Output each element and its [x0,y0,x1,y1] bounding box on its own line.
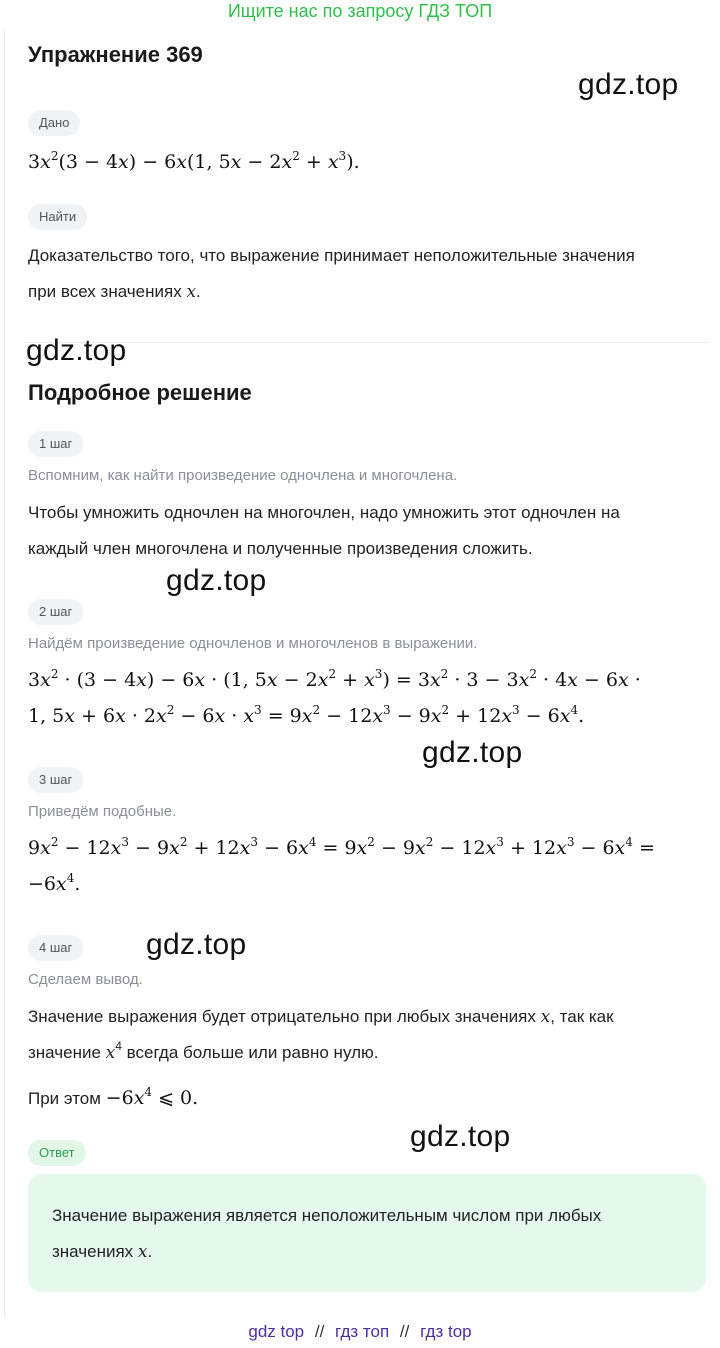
section-divider [24,342,710,343]
given-expression: $3x^2(3 - 4x) - 6x(1$, $5x - 2x^2 + x^3$). [28,149,360,173]
step1-text-line2: каждый член многочлена и полученные произведения сложить. [28,539,533,558]
exercise-title: Упражнение 369 [28,42,203,67]
step4-text-part: всегда больше или равно нулю. [126,1043,379,1062]
find-text-line2: при всех значениях x. [28,282,201,302]
given-tag: Дано [28,110,80,136]
watermark: gdz.top [422,736,523,769]
step4-hint: Сделаем вывод. [28,971,143,988]
answer-text-line2: значениях x. [52,1242,153,1262]
step3-expression-line1: $9x^2 - 12x^3 - 9x^2 + 12x^3 - 6x^4 = 9x^2 - 9x^2 - 12x^3 + 12x^3 - 6x^4$ = [28,835,655,859]
step4-text-part: значение [28,1043,101,1062]
step3-hint: Приведём подобные. [28,803,177,820]
var-x: x [540,1007,551,1027]
footer-link-gdz-top-ru[interactable]: гдз топ [335,1322,390,1341]
step2-hint: Найдём произведение одночленов и многочленов в выражении. [28,635,478,652]
watermark: gdz.top [146,928,247,961]
step1-text-line1: Чтобы умножить одночлен на многочлен, надо умножить этот одночлен на [28,503,620,522]
watermark: gdz.top [578,68,679,101]
step4-tag: 4 шаг [28,935,83,961]
step1-tag: 1 шаг [28,431,83,457]
answer-text-part: значениях [52,1242,134,1261]
footer-link-gdz-top-mixed[interactable]: гдз top [420,1322,472,1341]
step4-text-line1 [28,999,614,1035]
var-x: x [137,1242,148,1262]
step3-tag: 3 шаг [28,767,83,793]
step4-text-line3: При этом $-6x^4$ ⩽ 0. [28,1085,199,1109]
step4-text-part: , так как [550,1007,614,1026]
footer-separator: // [314,1322,325,1341]
find-text-part: при всех значениях [28,282,182,301]
find-text-line1: Доказательство того, что выражение принимает неположительные значения [28,246,635,265]
step1-hint: Вспомним, как найти произведение одночлена и многочлена. [28,467,458,484]
solution-title: Подробное решение [28,380,252,405]
top-banner[interactable]: Ищите нас по запросу ГДЗ ТОП [227,1,493,21]
step2-tag: 2 шаг [28,599,83,625]
step2-expression-line1: $3x^2 \cdot (3 - 4x) - 6x \cdot (1$, $5x - 2x^2 + x^3) = 3x^2 \cdot 3 - 3x^2 \cdot 4x - 6x$ · [28,667,641,691]
answer-tag: Ответ [28,1140,86,1166]
step3-expression-line2: $-6x^4$. [28,871,81,895]
footer-link-gdz-top[interactable]: gdz top [248,1322,305,1341]
var-x: x [186,282,197,302]
find-tag: Найти [28,204,87,230]
step4-text-part: Значение выражения будет отрицательно при любых значениях [28,1007,536,1026]
watermark: gdz.top [26,334,127,367]
footer-links [0,1322,720,1342]
watermark: gdz.top [410,1120,511,1153]
step2-expression-line2: 1, $5x + 6x \cdot 2x^2 - 6x \cdot x^3 = 9x^2 - 12x^3 - 9x^2 + 12x^3 - 6x^4$. [28,703,585,727]
watermark: gdz.top [166,564,267,597]
step4-text-part: При этом [28,1089,101,1108]
answer-text-line1: Значение выражения является неположительным числом при любых [52,1206,602,1225]
step4-text-line2: значение $x^4$ всегда больше или равно нулю. [28,1039,379,1063]
footer-separator: // [399,1322,410,1341]
